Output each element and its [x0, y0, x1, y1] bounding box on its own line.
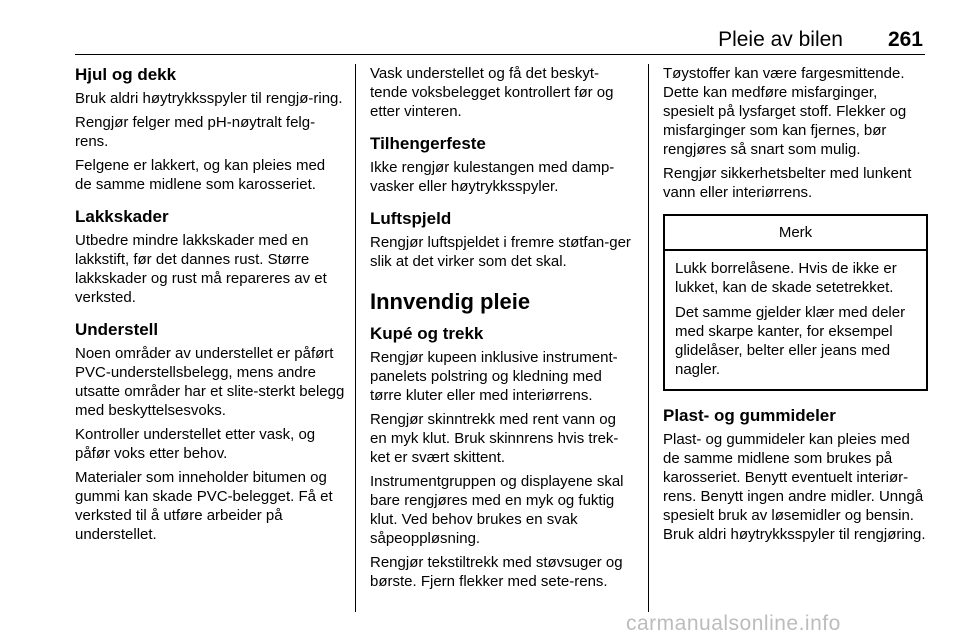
paragraph: Rengjør tekstiltrekk med støvsuger og børste. Fjern flekker med sete-rens. [370, 554, 623, 590]
paragraph: Felgene er lakkert, og kan pleies med de samme midlene som karosseriet. [75, 157, 326, 193]
chapter-title: Innvendig pleie [370, 289, 531, 314]
paragraph: Tøystoffer kan være fargesmittende. Dette kan medføre misfarginger, spesielt på lysfarget stoff. Flekker og misfarginger som kan fjernes, bør rengjøres så snart som mulig. [663, 65, 907, 158]
note-box [663, 214, 928, 391]
section-title: Hjul og dekk [75, 65, 177, 84]
section-title: Kupé og trekk [370, 324, 484, 343]
page-header [75, 26, 925, 55]
section-title: Understell [75, 320, 159, 339]
note-title: Merk [665, 216, 926, 251]
section-title: Lakkskader [75, 207, 169, 226]
paragraph: Kontroller understellet etter vask, og påfør voks etter behov. [75, 426, 316, 462]
paragraph: Rengjør felger med pH-nøytralt felg-rens. [75, 114, 316, 150]
paragraph: Plast- og gummideler kan pleies med de samme midlene som brukes på karosseriet. Benytt eventuelt interiør-rens. Benytt ingen andre midler. Unngå spesielt bruk av løsemidler og bensin. Bruk aldri høytrykksspyler til rengjøring. [663, 431, 926, 543]
paragraph: Bruk aldri høytrykksspyler til rengjø-ring. [75, 90, 343, 107]
paragraph: Rengjør kupeen inklusive instrument-panelets polstring og kledning med tørre kluter eller med interiørrens. [370, 349, 618, 404]
note-body [665, 251, 926, 389]
paragraph: Instrumentgruppen og displayene skal bare rengjøres med en myk og fuktig klut. Ved behov brukes en svak såpeoppløsning. [370, 473, 624, 547]
column-middle [370, 64, 635, 596]
column-divider [355, 64, 356, 612]
column-right [663, 64, 928, 549]
paragraph: Vask understellet og få det beskyt-tende voksbelegget kontrollert før og etter vinteren. [370, 65, 614, 120]
section-title: Plast- og gummideler [663, 406, 836, 425]
watermark: carmanualsonline.info [626, 612, 841, 635]
paragraph: Rengjør luftspjeldet i fremre støtfan-ger slik at det virker som det skal. [370, 234, 631, 270]
paragraph: Rengjør sikkerhetsbelter med lunkent vann eller interiørrens. [663, 165, 912, 201]
paragraph: Ikke rengjør kulestangen med damp-vasker eller høytrykksspyler. [370, 159, 615, 195]
paragraph: Noen områder av understellet er påført PVC-understellsbelegg, mens andre utsatte områder har et slite-sterkt belegg med beskyttelsesvoks. [75, 345, 345, 419]
header-title: Pleie av bilen [718, 28, 843, 51]
note-paragraph: Lukk borrelåsene. Hvis de ikke er lukket, kan de skade setetrekket. [675, 260, 897, 296]
note-paragraph: Det samme gjelder klær med deler med skarpe kanter, for eksempel glidelåser, belter eller jeans med nagler. [675, 304, 906, 378]
paragraph: Utbedre mindre lakkskader med en lakkstift, før det dannes rust. Større lakkskader og rust må repareres av et verksted. [75, 232, 327, 306]
page-number: 261 [887, 28, 923, 51]
paragraph: Materialer som inneholder bitumen og gummi kan skade PVC-belegget. Få et verksted til å utføre arbeider på understellet. [75, 469, 333, 543]
section-title: Tilhengerfeste [370, 134, 486, 153]
column-divider [648, 64, 649, 612]
section-title: Luftspjeld [370, 209, 452, 228]
column-left [75, 64, 345, 549]
paragraph: Rengjør skinntrekk med rent vann og en myk klut. Bruk skinnrens hvis trek-ket er svært skittent. [370, 411, 619, 466]
